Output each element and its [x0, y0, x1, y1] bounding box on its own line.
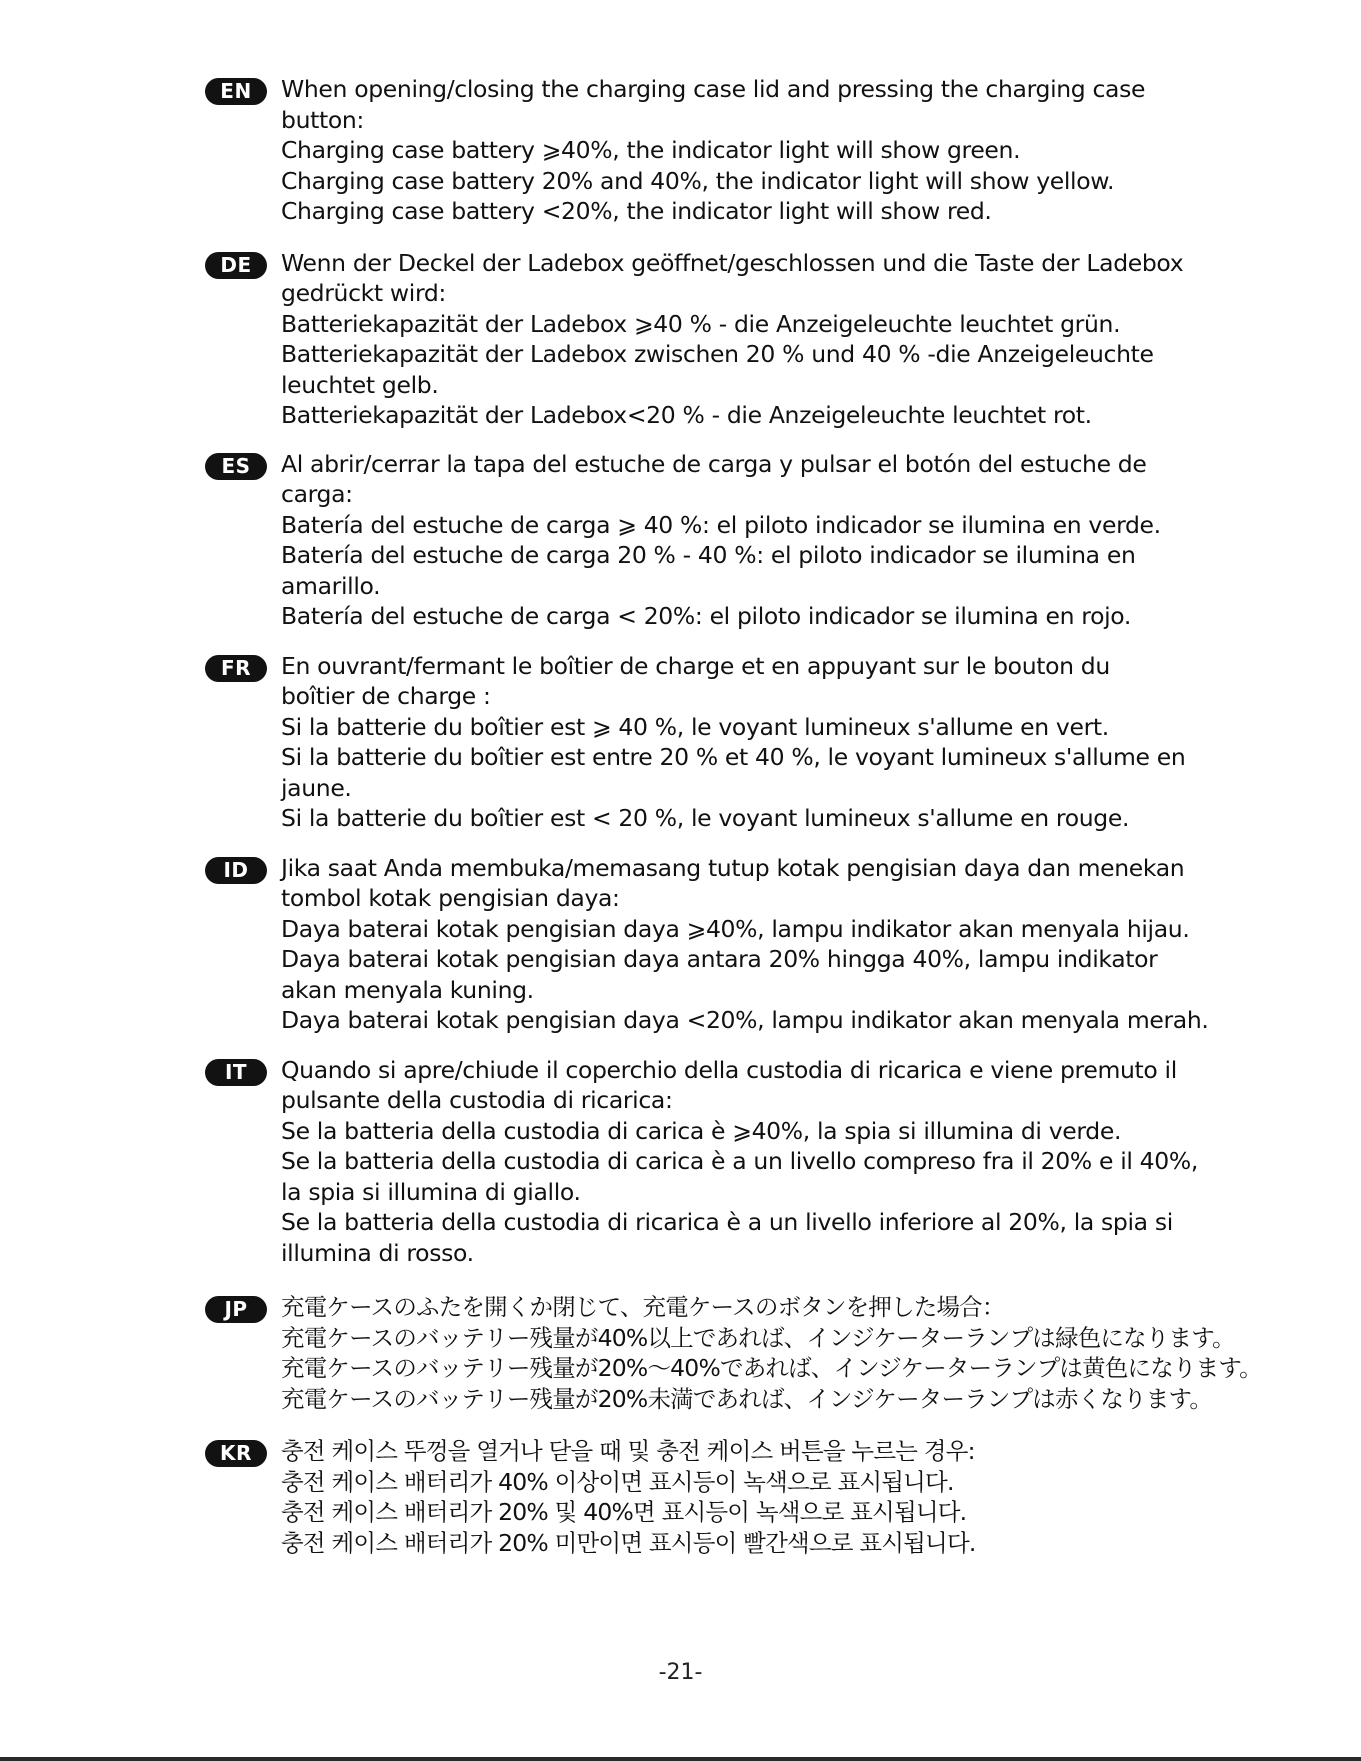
instruction-line: Jika saat Anda membuka/memasang tutup kotak pengisian daya dan menekan — [281, 853, 1185, 882]
instruction-line: Daya baterai kotak pengisian daya <20%, lampu indikator akan menyala merah. — [281, 1006, 1209, 1034]
instruction-line: Al abrir/cerrar la tapa del estuche de carga y pulsar el botón del estuche de — [281, 449, 1147, 478]
instruction-line: 충전 케이스 뚜껑을 열거나 닫을 때 및 충전 케이스 버튼을 누르는 경우: — [281, 1437, 975, 1465]
instruction-line: 充電ケースのバッテリー残量が20%～40%であれば、インジケーターランプは黄色になります。 — [281, 1354, 1262, 1382]
instruction-line: 충전 케이스 배터리가 40% 이상이면 표시등이 녹색으로 표시됩니다. — [281, 1467, 954, 1496]
instruction-line: Se la batteria della custodia di ricarica è a un livello inferiore al 20%, la spia si — [281, 1208, 1173, 1236]
instruction-line: Daya baterai kotak pengisian daya antara 20% hingga 40%, lampu indikator — [281, 945, 1158, 973]
instruction-line: 充電ケースのふたを開くか閉じて、充電ケースのボタンを押した場合： — [281, 1293, 1005, 1321]
instruction-line: amarillo. — [281, 571, 381, 600]
instruction-line: En ouvrant/fermant le boîtier de charge et en appuyant sur le bouton du — [281, 651, 1110, 680]
language-badge-kr: KR — [205, 1440, 267, 1467]
instruction-line: Batteriekapazität der Ladebox zwischen 20 % und 40 % -die Anzeigeleuchte — [281, 340, 1154, 368]
section-id — [205, 853, 1209, 1036]
instruction-line: Batería del estuche de carga ⩾ 40 %: el piloto indicador se ilumina en verde. — [281, 510, 1161, 539]
instruction-line: gedrückt wird: — [281, 279, 446, 307]
instruction-line: Charging case battery ⩾40%, the indicator light will show green. — [281, 136, 1021, 164]
page-number: -21- — [658, 1660, 703, 1685]
instruction-line: Wenn der Deckel der Ladebox geöffnet/geschlossen und die Taste der Ladebox — [281, 248, 1184, 277]
section-fr — [205, 651, 1205, 834]
instruction-line: When opening/closing the charging case lid and pressing the charging case — [281, 75, 1146, 103]
instruction-line: Si la batterie du boîtier est ⩾ 40 %, le voyant lumineux s'allume en vert. — [281, 712, 1109, 741]
language-sections — [205, 74, 1262, 1558]
language-badge-it: IT — [205, 1059, 267, 1086]
instruction-line: Charging case battery <20%, the indicator light will show red. — [281, 197, 992, 225]
language-badge-de: DE — [205, 252, 267, 279]
instruction-line: la spia si illumina di giallo. — [281, 1177, 581, 1206]
instruction-line: illumina di rosso. — [281, 1238, 474, 1267]
language-badge-es: ES — [205, 453, 267, 480]
instruction-line: Si la batterie du boîtier est < 20 %, le voyant lumineux s'allume en rouge. — [281, 804, 1130, 832]
instruction-line: Daya baterai kotak pengisian daya ⩾40%, lampu indikator akan menyala hijau. — [281, 914, 1190, 943]
section-en — [205, 74, 1205, 227]
instruction-line: pulsante della custodia di ricarica: — [281, 1086, 673, 1114]
instruction-line: tombol kotak pengisian daya: — [281, 884, 620, 912]
instruction-line: Batteriekapazität der Ladebox<20 % - die Anzeigeleuchte leuchtet rot. — [281, 401, 1092, 429]
instruction-line: 충전 케이스 배터리가 20% 및 40%면 표시등이 녹색으로 표시됩니다. — [281, 1498, 967, 1526]
instruction-line: button: — [281, 105, 364, 134]
instruction-line: Quando si apre/chiude il coperchio della custodia di ricarica e viene premuto il — [281, 1055, 1177, 1084]
language-badge-id: ID — [205, 857, 267, 884]
section-de — [205, 248, 1205, 431]
instruction-line: jaune. — [281, 773, 352, 802]
instruction-line: carga: — [281, 480, 353, 508]
language-badge-jp: JP — [205, 1296, 267, 1323]
section-es — [205, 449, 1205, 632]
instruction-line: akan menyala kuning. — [281, 975, 534, 1004]
section-it — [205, 1055, 1205, 1269]
instruction-line: boîtier de charge : — [281, 682, 491, 710]
instruction-line: Batteriekapazität der Ladebox ⩾40 % - die Anzeigeleuchte leuchtet grün. — [281, 309, 1121, 338]
instruction-line: 充電ケースのバッテリー残量が20%未満であれば、インジケーターランプは赤くなります。 — [281, 1384, 1213, 1413]
instruction-line: 充電ケースのバッテリー残量が40%以上であれば、インジケーターランプは緑色になります。 — [281, 1323, 1235, 1352]
section-jp — [205, 1292, 1262, 1414]
instruction-line: Si la batterie du boîtier est entre 20 % et 40 %, le voyant lumineux s'allume en — [281, 743, 1186, 771]
instruction-line: Se la batteria della custodia di carica è a un livello compreso fra il 20% e il 40%, — [281, 1147, 1198, 1175]
instruction-line: Batería del estuche de carga < 20%: el piloto indicador se ilumina en rojo. — [281, 602, 1132, 630]
instruction-line: 충전 케이스 배터리가 20% 미만이면 표시등이 빨간색으로 표시됩니다. — [281, 1528, 976, 1557]
section-kr — [205, 1436, 1205, 1558]
instruction-line: Charging case battery 20% and 40%, the indicator light will show yellow. — [281, 166, 1115, 195]
instruction-line: Batería del estuche de carga 20 % - 40 %: el piloto indicador se ilumina en — [281, 541, 1136, 569]
bottom-rule — [0, 1757, 1361, 1761]
language-badge-en: EN — [205, 78, 267, 105]
instruction-line: Se la batteria della custodia di carica è ⩾40%, la spia si illumina di verde. — [281, 1116, 1122, 1145]
language-badge-fr: FR — [205, 655, 267, 682]
instruction-line: leuchtet gelb. — [281, 370, 439, 399]
